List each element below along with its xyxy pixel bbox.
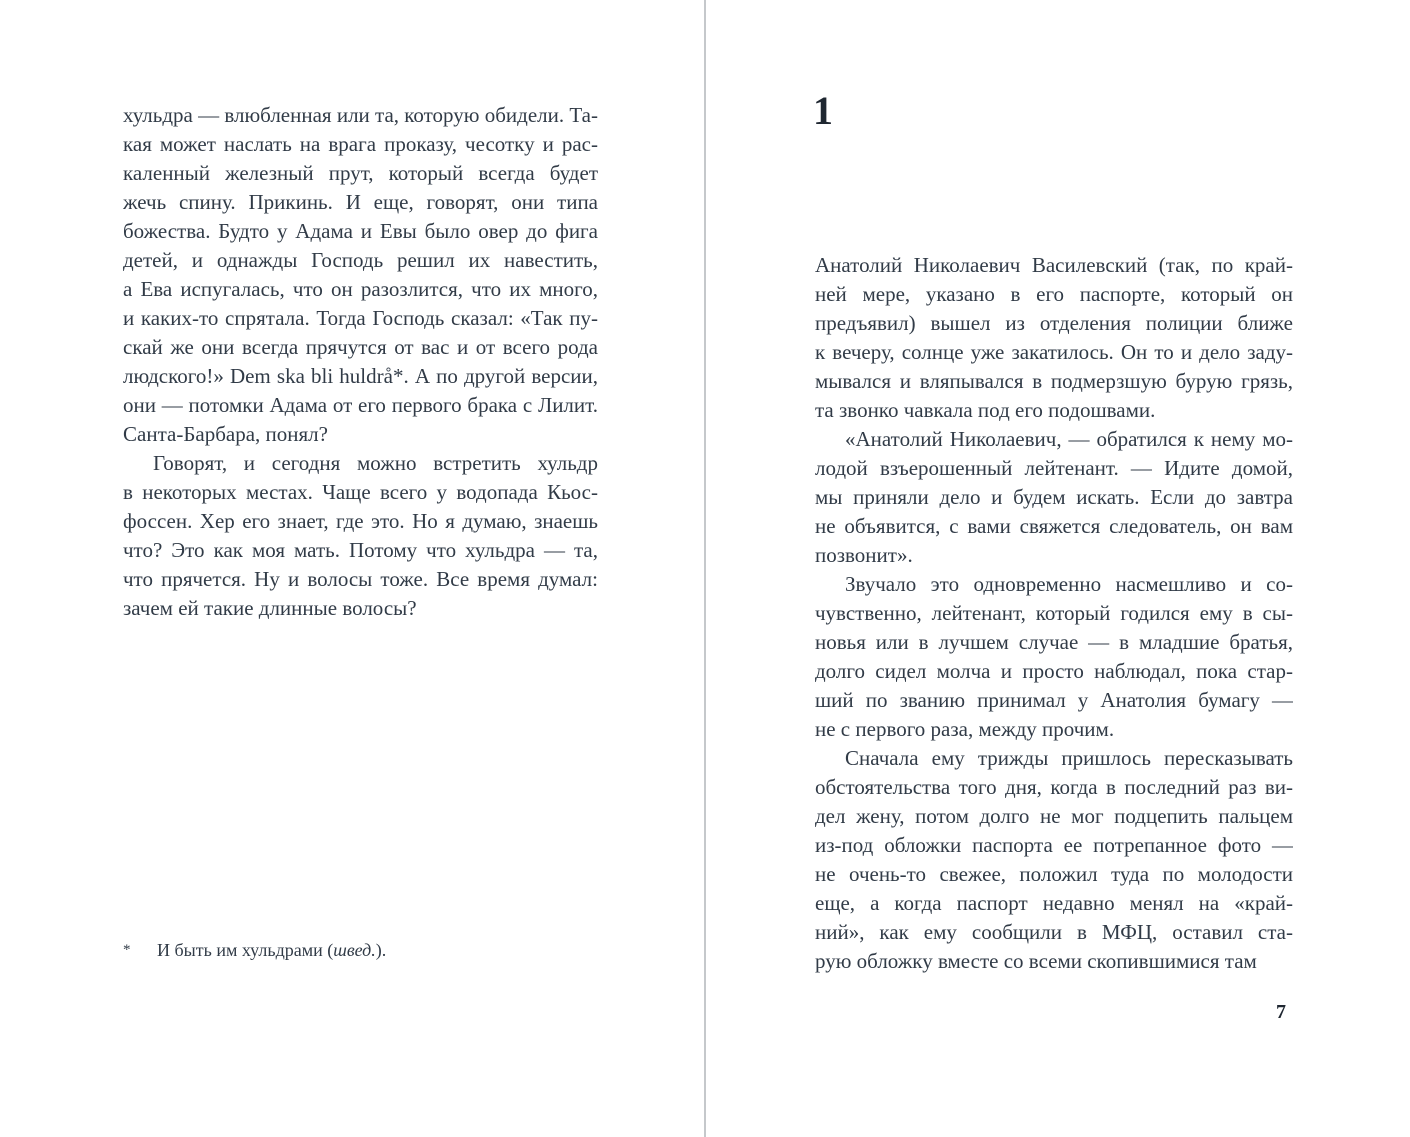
text-line: не очень-то свежее, положил туда по молодости [815, 862, 1293, 886]
text-line: они — потомки Адама от его первого брака с Лилит. [123, 393, 598, 417]
text-line: ней мере, указано в его паспорте, который он [815, 282, 1293, 306]
footnote [123, 937, 598, 963]
footnote-text [157, 937, 386, 963]
page-number: 7 [1276, 1001, 1286, 1023]
text-line: Сначала ему трижды пришлось пересказывать [845, 746, 1293, 770]
text-line: предъявил) вышел из отделения полиции ближе [815, 311, 1293, 335]
text-line: долго сидел молча и просто наблюдал, пока стар- [815, 659, 1293, 683]
text-line: скай же они всегда прячутся от вас и от всего рода [123, 335, 598, 359]
footnote-text-suffix: ). [375, 940, 387, 960]
text-line: к вечеру, солнце уже закатилось. Он то и дело заду- [815, 340, 1293, 364]
text-line: та звонко чавкала под его подошвами. [815, 398, 1156, 422]
footnote-text-prefix: И быть им хульдрами ( [157, 940, 334, 960]
text-line: мы приняли дело и будем искать. Если до завтра [815, 485, 1293, 509]
text-line: дел жену, потом долго не мог подцепить пальцем [815, 804, 1293, 828]
text-line: ший по званию принимал у Анатолия бумагу — [815, 688, 1293, 712]
text-line: позвонит». [815, 543, 913, 567]
text-line: фоссен. Хер его знает, где это. Но я думаю, знаешь [123, 509, 598, 533]
text-line: лодой взъерошенный лейтенант. — Идите домой, [815, 456, 1293, 480]
text-line: «Анатолий Николаевич, — обратился к нему мо- [845, 427, 1293, 451]
text-line: людского!» Dem ska bli huldrå*. А по другой версии, [123, 364, 598, 388]
text-line: и каких-то спрятала. Тогда Господь сказал: «Так пу- [123, 306, 598, 330]
chapter-number: 1 [813, 88, 833, 133]
text-line: Звучало это одновременно насмешливо и со- [845, 572, 1293, 596]
text-line: что? Это как моя мать. Потому что хульдра — та, [123, 538, 598, 562]
text-line: рую обложку вместе со всеми скопившимися там [815, 949, 1257, 973]
text-line: зачем ей такие длинные волосы? [123, 596, 417, 620]
text-line: что прячется. Ну и волосы тоже. Все время думал: [123, 567, 598, 591]
text-line: Санта-Барбара, понял? [123, 422, 328, 446]
text-line: из-под обложки паспорта ее потрепанное фото — [815, 833, 1293, 857]
text-line: кая может наслать на врага проказу, чесотку и рас- [123, 132, 598, 156]
right-page-text [815, 251, 1293, 976]
text-line: чувственно, лейтенант, который годился ему в сы- [815, 601, 1293, 625]
text-line: детей, и однажды Господь решил их навестить, [123, 248, 598, 272]
text-line: каленный железный прут, который всегда будет [123, 161, 598, 185]
text-line: обстоятельства того дня, когда в последний раз ви- [815, 775, 1293, 799]
footnote-marker: * [123, 942, 131, 958]
text-line: в некоторых местах. Чаще всего у водопада Кьос- [123, 480, 598, 504]
text-line: не объявится, с вами свяжется следователь, он вам [815, 514, 1293, 538]
text-line: не с первого раза, между прочим. [815, 717, 1115, 741]
left-page-text [123, 101, 598, 623]
footnote-language-label: швед. [333, 940, 376, 960]
text-line: а Ева испугалась, что он разозлится, что их много, [123, 277, 598, 301]
text-line: Говорят, и сегодня можно встретить хульдр [153, 451, 598, 475]
page-divider [704, 0, 706, 1137]
text-line: божества. Будто у Адама и Евы было овер до фига [123, 219, 598, 243]
text-line: ний», как ему сообщили в МФЦ, оставил ста- [815, 920, 1293, 944]
text-line: мывался и вляпывался в подмерзшую бурую грязь, [815, 369, 1293, 393]
text-line: хульдра — влюбленная или та, которую обидели. Та- [123, 103, 598, 127]
text-line: новья или в лучшем случае — в младшие братья, [815, 630, 1293, 654]
text-line: жечь спину. Прикинь. И еще, говорят, они типа [123, 190, 598, 214]
text-line: Анатолий Николаевич Василевский (так, по край- [815, 253, 1293, 277]
text-line: еще, а когда паспорт недавно менял на «край- [815, 891, 1293, 915]
